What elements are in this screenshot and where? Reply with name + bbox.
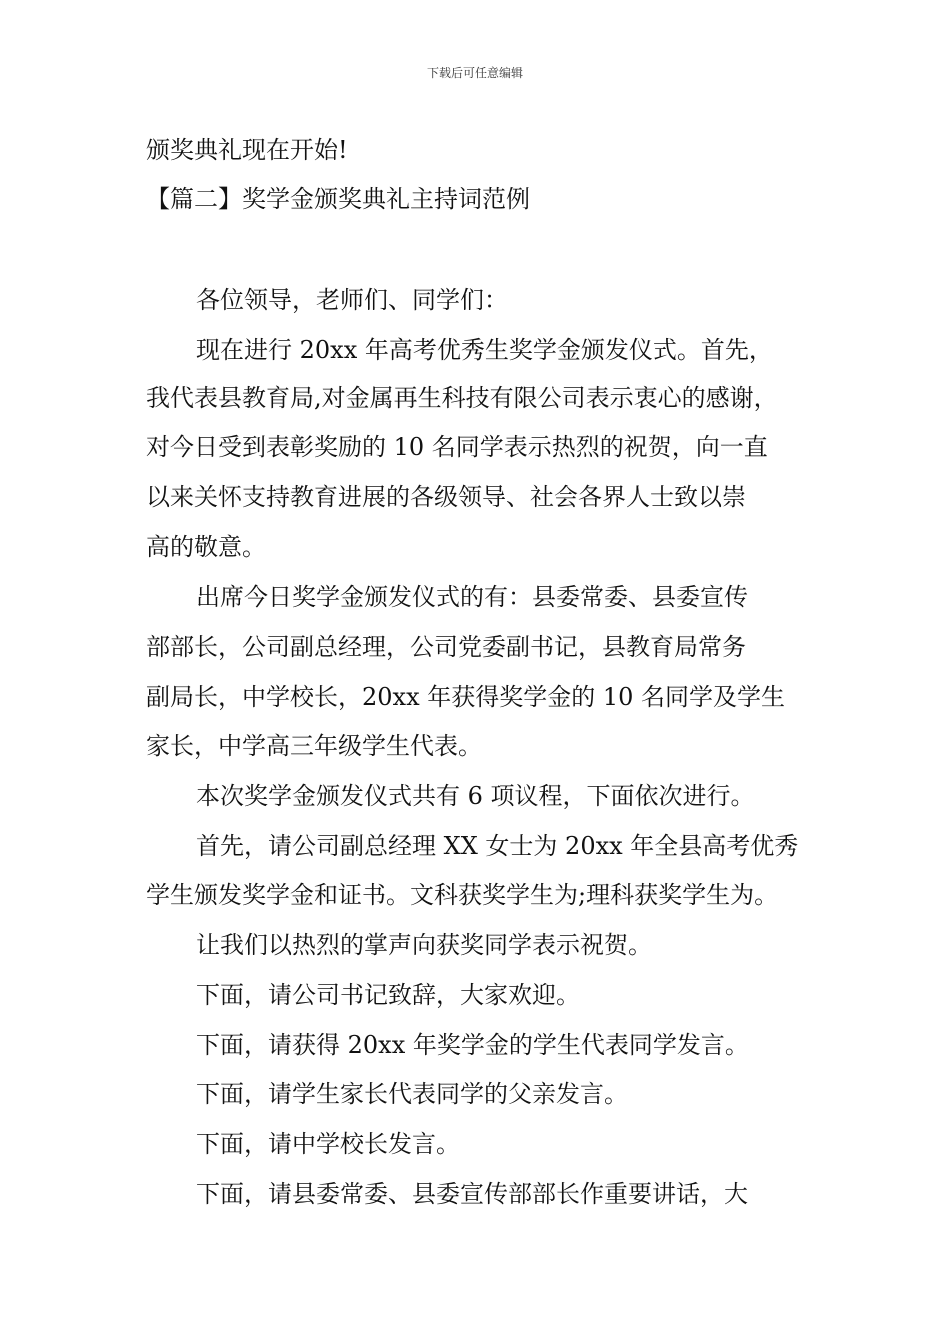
text-line: 学生颁发奖学金和证书。文科获奖学生为;理科获奖学生为。 [146,881,779,909]
page-header: 下载后可任意编辑 [426,66,523,80]
text-line: 本次奖学金颁发仪式共有 6 项议程，下面依次进行。 [196,782,755,810]
text-line: 我代表县教育局,对金属再生科技有限公司表示衷心的感谢， [146,384,778,412]
text-line: 副局长，中学校长，20xx 年获得奖学金的 10 名同学及学生 [146,683,786,711]
text-line: 部部长，公司副总经理，公司党委副书记，县教育局常务 [146,633,746,661]
text-line: 下面，请公司书记致辞，大家欢迎。 [196,981,580,1009]
text-line: 下面，请学生家长代表同学的父亲发言。 [196,1080,628,1108]
text-line: 对今日受到表彰奖励的 10 名同学表示热烈的祝贺，向一直 [146,433,768,461]
text-line: 下面，请县委常委、县委宣传部部长作重要讲话，大 [196,1180,748,1208]
text-line: 下面，请获得 20xx 年奖学金的学生代表同学发言。 [196,1031,749,1059]
salutation: 各位领导，老师们、同学们： [196,286,508,314]
text-line: 以来关怀支持教育进展的各级领导、社会各界人士致以崇 [146,483,746,511]
text-line: 现在进行 20xx 年高考优秀生奖学金颁发仪式。首先， [196,336,773,364]
text-line: 让我们以热烈的掌声向获奖同学表示祝贺。 [196,931,652,959]
text-line: 颁奖典礼现在开始! [146,136,348,164]
text-line: 家长，中学高三年级学生代表。 [146,732,482,760]
text-line: 出席今日奖学金颁发仪式的有：县委常委、县委宣传 [196,583,748,611]
text-line: 高的敬意。 [146,533,266,561]
text-line: 下面，请中学校长发言。 [196,1130,460,1158]
section-heading: 【篇二】奖学金颁奖典礼主持词范例 [146,185,530,213]
text-line: 首先，请公司副总经理 XX 女士为 20xx 年全县高考优秀 [196,832,799,860]
